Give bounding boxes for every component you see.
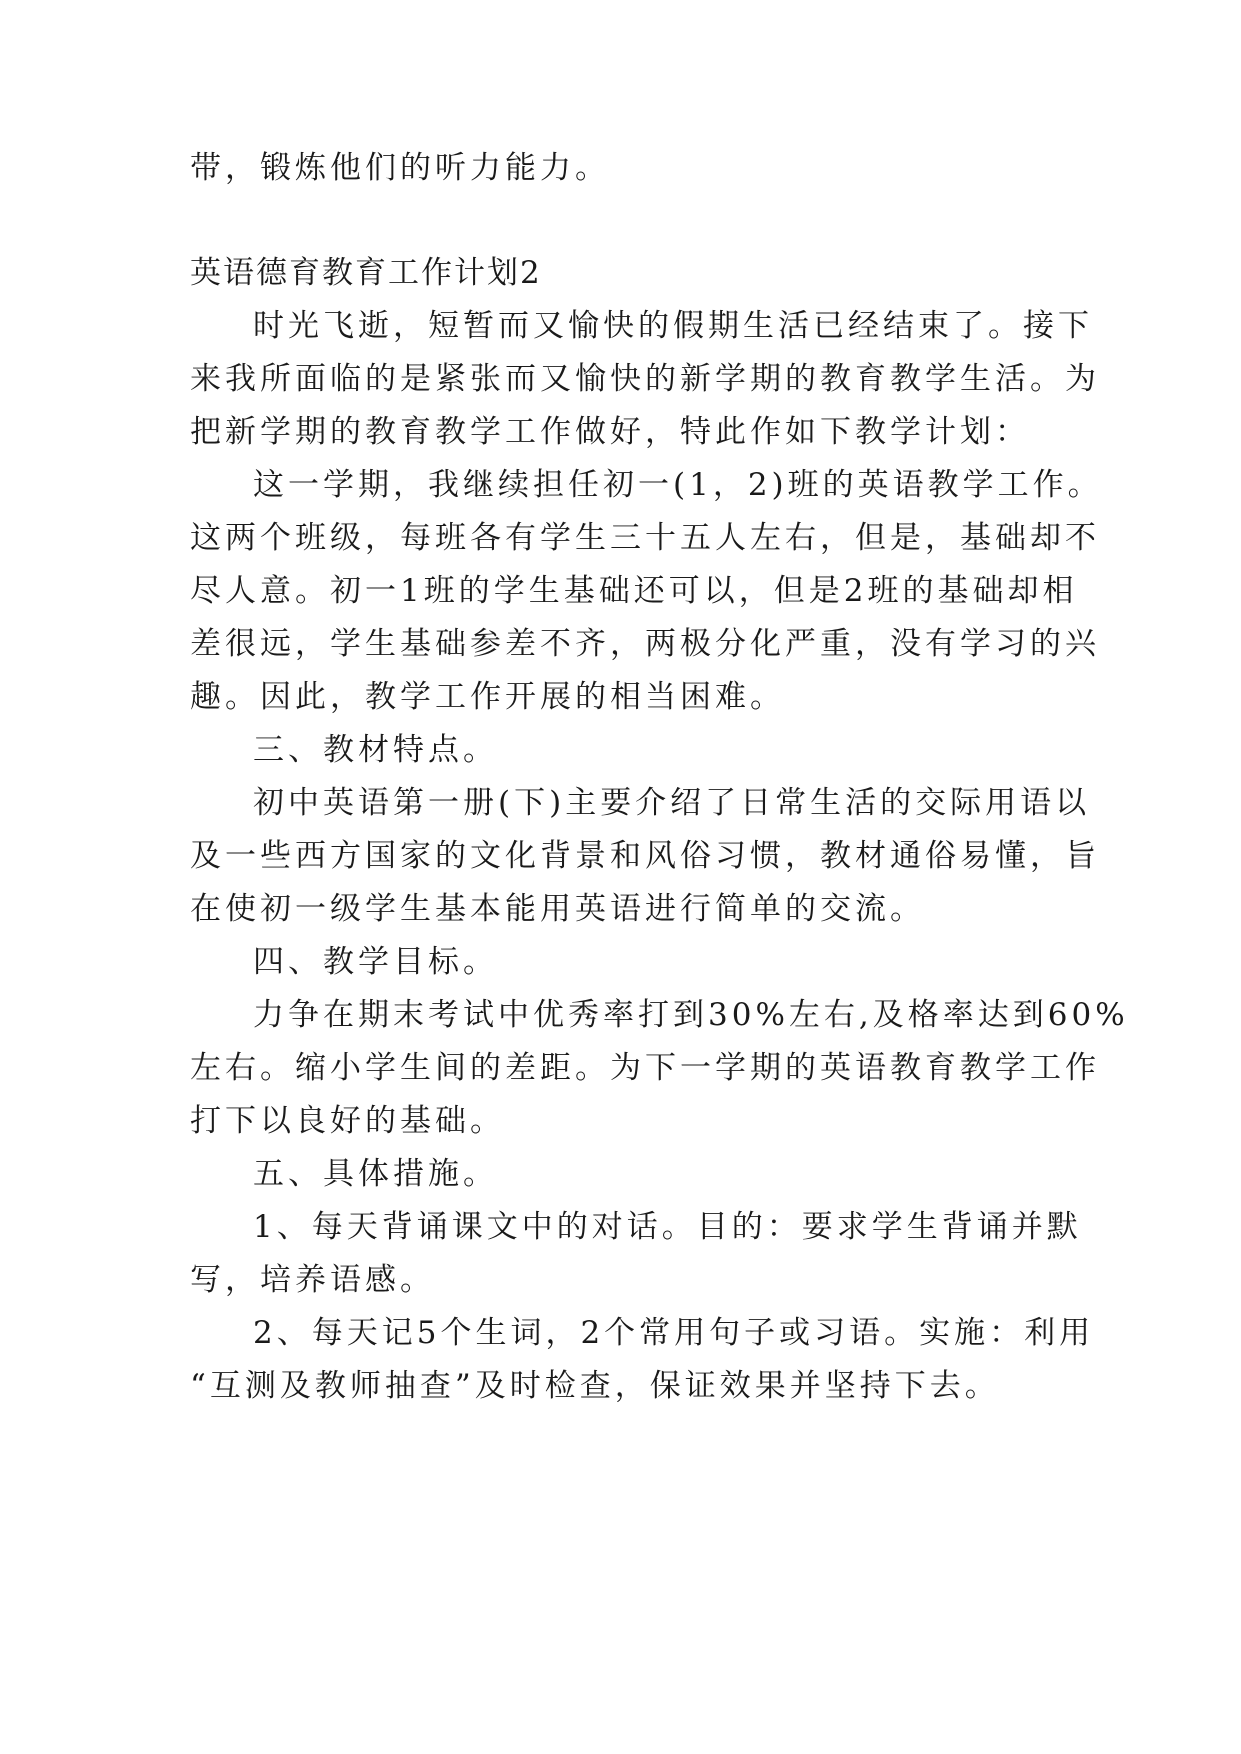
paragraph-line: “互测及教师抽查”及时检查，保证效果并坚持下去。 <box>190 1368 1000 1404</box>
paragraph-line: 及一些西方国家的文化背景和风俗习惯，教材通俗易懂，旨 <box>190 838 1100 874</box>
paragraph-line: 2、每天记5个生词，2个常用句子或习语。实施：利用 <box>253 1315 1095 1351</box>
section-title: 英语德育教育工作计划2 <box>190 255 542 291</box>
paragraph-line: 力争在期末考试中优秀率打到30%左右,及格率达到60% <box>253 997 1129 1033</box>
paragraph-line: 这两个班级，每班各有学生三十五人左右，但是，基础却不 <box>190 520 1100 556</box>
paragraph-line: 把新学期的教育教学工作做好，特此作如下教学计划： <box>190 414 1030 450</box>
paragraph-line: 尽人意。初一1班的学生基础还可以，但是2班的基础却相 <box>190 573 1078 609</box>
continuation-line: 带，锻炼他们的听力能力。 <box>190 150 610 186</box>
paragraph-line: 打下以良好的基础。 <box>190 1103 505 1139</box>
section-heading: 四、教学目标。 <box>253 944 498 980</box>
paragraph-line: 左右。缩小学生间的差距。为下一学期的英语教育教学工作 <box>190 1050 1100 1086</box>
paragraph-line: 这一学期，我继续担任初一(1，2)班的英语教学工作。 <box>253 467 1103 503</box>
paragraph-line: 时光飞逝，短暂而又愉快的假期生活已经结束了。接下 <box>253 308 1093 344</box>
paragraph-line: 1、每天背诵课文中的对话。目的：要求学生背诵并默 <box>253 1209 1082 1245</box>
paragraph-line: 来我所面临的是紧张而又愉快的新学期的教育教学生活。为 <box>190 361 1100 397</box>
section-heading: 五、具体措施。 <box>253 1156 498 1192</box>
paragraph-line: 写，培养语感。 <box>190 1262 435 1298</box>
paragraph-line: 趣。因此，教学工作开展的相当困难。 <box>190 679 785 715</box>
section-heading: 三、教材特点。 <box>253 732 498 768</box>
paragraph-line: 差很远，学生基础参差不齐，两极分化严重，没有学习的兴 <box>190 626 1100 662</box>
paragraph-line: 初中英语第一册(下)主要介绍了日常生活的交际用语以 <box>253 785 1091 821</box>
paragraph-line: 在使初一级学生基本能用英语进行简单的交流。 <box>190 891 925 927</box>
